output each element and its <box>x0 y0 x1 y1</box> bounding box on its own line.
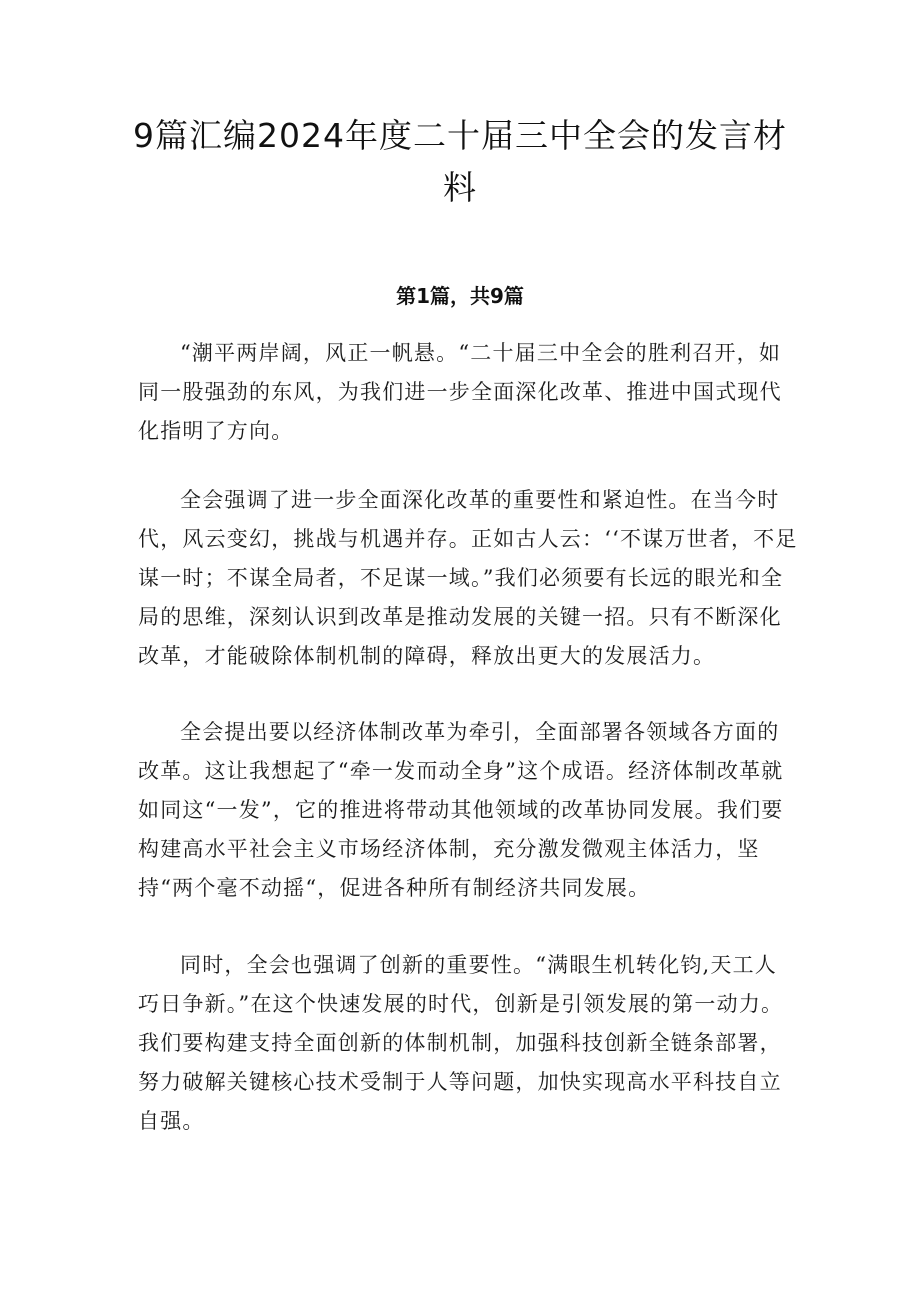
document-title: 9篇汇编2024年度二十届三中全会的发言材料 <box>133 116 787 207</box>
paragraph-4: 同时，全会也强调了创新的重要性。“满眼生机转化钧,天工人巧日争新。”在这个快速发展的时代，创新是引领发展的第一动力。我们要构建支持全面创新的体制机制，加强科技创新全链条部署，努力破解关键核心技术受制于人等问题，加快实现高水平科技自立自强。 <box>138 953 784 1133</box>
section-label: 第1篇，共9篇 <box>396 284 524 308</box>
paragraph-1: “潮平两岸阔，风正一帆悬。“二十届三中全会的胜利召开，如同一股强劲的东风，为我们进一步全面深化改革、推进中国式现代化指明了方向。 <box>138 341 782 443</box>
paragraph-3: 全会提出要以经济体制改革为牵引，全面部署各领域各方面的改革。这让我想起了“牵一发而动全身”这个成语。经济体制改革就如同这“一发”，它的推进将带动其他领域的改革协同发展。我们要构建高水平社会主义市场经济体制，充分激发微观主体活力，坚持“两个毫不动摇“，促进各种所有制经济共同发展。 <box>138 720 784 900</box>
paragraph-2: 全会强调了进一步全面深化改革的重要性和紧迫性。在当今时代，风云变幻，挑战与机遇并存。正如古人云：‘‘不谋万世者，不足谋一时；不谋全局者，不足谋一域。”我们必须要有长远的眼光和全局的思维，深刻认识到改革是推动发展的关键一招。只有不断深化改革，才能破除体制机制的障碍，释放出更大的发展活力。 <box>138 488 798 668</box>
